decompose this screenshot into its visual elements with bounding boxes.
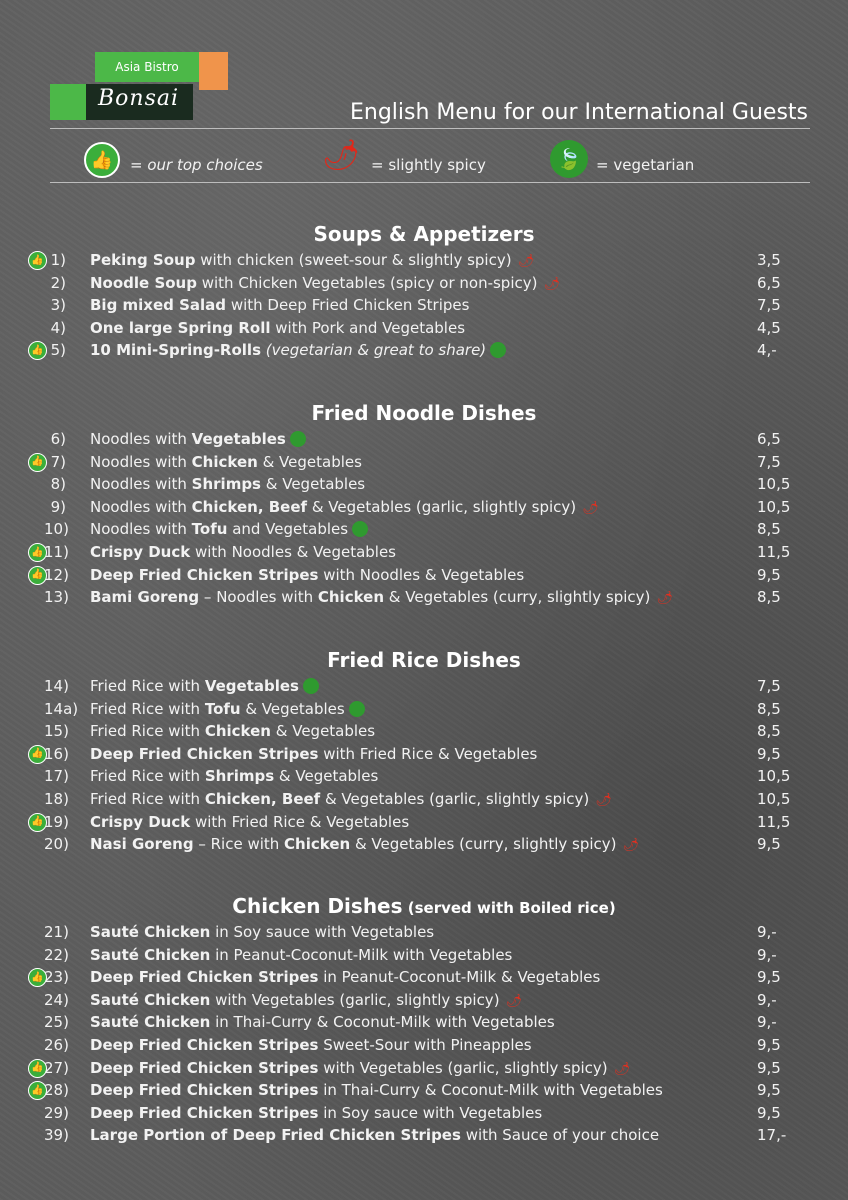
leaf-icon [490, 342, 506, 358]
logo-line-1: Asia Bistro [115, 60, 179, 74]
item-price: 8,5 [757, 722, 781, 741]
item-price: 9,5 [757, 835, 781, 854]
item-description: Crispy Duck with Fried Rice & Vegetables [90, 812, 410, 831]
item-number: 29) [44, 1103, 69, 1122]
item-number: 15) [44, 722, 69, 741]
item-description: Crispy Duck with Noodles & Vegetables [90, 543, 396, 561]
item-description: Nasi Goreng – Rice with Chicken & Vegetables (curry, slightly spicy) 🌶 [90, 833, 639, 857]
item-number: 1) [50, 251, 66, 269]
menu-item [0, 811, 848, 833]
item-price: 7,5 [757, 452, 781, 471]
menu-item [0, 339, 848, 361]
item-price: 9,5 [757, 1058, 781, 1077]
item-price: 8,5 [757, 520, 781, 539]
menu-item [0, 496, 848, 518]
item-number: 23) [44, 968, 69, 987]
chili-icon: 🌶 [595, 793, 612, 808]
item-number: 28) [44, 1081, 69, 1100]
thumbs-up-icon: 👍 [28, 566, 47, 585]
item-number: 4) [50, 318, 66, 337]
item-price: 9,5 [757, 744, 781, 763]
item-number: 8) [50, 475, 66, 494]
item-description: Fried Rice with Shrimps & Vegetables [90, 767, 379, 786]
item-number: 20) [44, 835, 69, 854]
menu-item [0, 1079, 848, 1101]
menu-item [0, 989, 848, 1011]
item-number: 26) [44, 1036, 69, 1054]
item-description: Fried Rice with Tofu & Vegetables [90, 698, 365, 720]
item-description: Bami Goreng – Noodles with Chicken & Vegetables (curry, slightly spicy) 🌶 [90, 586, 673, 610]
item-price: 9,5 [757, 968, 781, 987]
item-price: 10,5 [757, 497, 791, 516]
chili-icon: 🌶 [505, 993, 523, 1009]
item-price: 10,5 [757, 790, 791, 808]
item-price: 8,5 [757, 699, 781, 718]
bistro-logo [50, 52, 230, 122]
menu-item [0, 317, 848, 339]
legend-spicy-label: = slightly spicy [371, 156, 486, 174]
item-price: 9,- [757, 990, 777, 1009]
menu-item [0, 944, 848, 966]
menu-item [0, 249, 848, 271]
chili-icon: 🌶 [622, 838, 640, 854]
item-description: Large Portion of Deep Fried Chicken Stripes with Sauce of your choice [90, 1126, 660, 1145]
thumbs-up-icon: 👍 [28, 341, 47, 360]
item-description: Deep Fried Chicken Stripes Sweet-Sour with Pineapples [90, 1036, 532, 1054]
item-number: 11) [44, 543, 69, 561]
item-description: Sauté Chicken in Peanut-Coconut-Milk with Vegetables [90, 945, 513, 964]
item-number: 17) [44, 767, 69, 786]
item-number: 22) [44, 945, 69, 964]
legend-top-label: = our top choices [130, 156, 263, 174]
section-title: Soups & Appetizers [313, 222, 535, 246]
thumbs-up-icon: 👍 [28, 1059, 47, 1078]
item-price: 6,5 [757, 430, 781, 448]
item-price: 9,5 [757, 1081, 781, 1100]
item-number: 9) [50, 497, 66, 516]
menu-item [0, 473, 848, 495]
item-description: Sauté Chicken in Thai-Curry & Coconut-Milk with Vegetables [90, 1013, 555, 1032]
item-number: 21) [44, 923, 69, 941]
item-price: 8,5 [757, 588, 781, 607]
menu-item [0, 541, 848, 563]
item-description: Noodles with Chicken, Beef & Vegetables (garlic, slightly spicy) 🌶 [90, 496, 599, 520]
legend [0, 138, 848, 184]
item-description: Sauté Chicken with Vegetables (garlic, slightly spicy) 🌶 [90, 989, 522, 1013]
item-description: Peking Soup with chicken (sweet-sour & slightly spicy) 🌶 [90, 249, 534, 273]
item-number: 19) [44, 812, 69, 831]
item-description: Noodles with Chicken & Vegetables [90, 452, 362, 471]
menu-item [0, 698, 848, 720]
item-description: Deep Fried Chicken Stripes in Thai-Curry & Coconut-Milk with Vegetables [90, 1081, 663, 1100]
leaf-icon [290, 431, 306, 447]
logo-line-2: Bonsai [98, 86, 180, 111]
item-description: 10 Mini-Spring-Rolls (vegetarian & great to share) [90, 339, 506, 361]
item-number: 3) [50, 296, 66, 315]
menu-item [0, 518, 848, 540]
logo-orange-block [199, 52, 228, 90]
item-number: 5) [50, 341, 66, 360]
item-description: Deep Fried Chicken Stripes with Fried Rice & Vegetables [90, 744, 538, 763]
menu-item [0, 451, 848, 473]
thumbs-up-icon: 👍 [28, 813, 47, 832]
item-description: Sauté Chicken in Soy sauce with Vegetables [90, 923, 435, 941]
thumbs-up-icon: 👍 [28, 745, 47, 764]
leaf-icon [349, 701, 365, 717]
item-price: 9,- [757, 945, 777, 964]
item-number: 18) [44, 790, 69, 808]
page-subtitle: English Menu for our International Guests [350, 100, 808, 125]
item-description: Noodles with Tofu and Vegetables [90, 518, 368, 540]
top-divider [50, 128, 810, 129]
item-price: 7,5 [757, 677, 781, 695]
logo-green-block-left [50, 84, 86, 120]
thumbs-up-icon: 👍 [84, 142, 120, 178]
item-price: 7,5 [757, 296, 781, 315]
item-description: Deep Fried Chicken Stripes in Soy sauce with Vegetables [90, 1103, 543, 1122]
item-price: 9,5 [757, 1036, 781, 1054]
chili-icon: 🌶 [517, 254, 535, 269]
item-price: 9,5 [757, 1103, 781, 1122]
chili-icon: 🌶 [322, 138, 361, 173]
menu-item [0, 1057, 848, 1079]
item-description: Noodle Soup with Chicken Vegetables (spicy or non-spicy) 🌶 [90, 272, 560, 296]
item-number: 13) [44, 588, 69, 607]
item-price: 4,5 [757, 318, 781, 337]
item-price: 17,- [757, 1126, 787, 1145]
item-description: Big mixed Salad with Deep Fried Chicken Stripes [90, 296, 470, 315]
chili-icon: 🌶 [582, 500, 599, 516]
chili-icon: 🌶 [613, 1061, 631, 1077]
menu-item [0, 272, 848, 294]
menu-item [0, 428, 848, 450]
section-note: (served with Boiled rice) [402, 899, 616, 917]
item-description: Fried Rice with Chicken & Vegetables [90, 722, 376, 741]
legend-divider [50, 182, 810, 183]
item-description: Deep Fried Chicken Stripes with Noodles & Vegetables [90, 565, 525, 584]
item-price: 6,5 [757, 273, 781, 292]
menu-item [0, 1034, 848, 1056]
item-description: One large Spring Roll with Pork and Vegetables [90, 318, 466, 337]
menu-item [0, 1011, 848, 1033]
item-price: 9,- [757, 1013, 777, 1032]
item-description: Deep Fried Chicken Stripes in Peanut-Coconut-Milk & Vegetables [90, 968, 601, 987]
menu-item [0, 788, 848, 810]
menu-item [0, 833, 848, 855]
menu-item [0, 675, 848, 697]
item-number: 25) [44, 1013, 69, 1032]
item-number: 14) [44, 677, 69, 695]
item-description: Noodles with Shrimps & Vegetables [90, 475, 366, 494]
item-price: 10,5 [757, 475, 791, 494]
section-title: Fried Noodle Dishes [311, 401, 537, 425]
section-title: Chicken Dishes (served with Boiled rice) [232, 894, 616, 918]
item-price: 3,5 [757, 251, 781, 269]
item-description: Fried Rice with Chicken, Beef & Vegetables (garlic, slightly spicy) 🌶 [90, 788, 612, 812]
leaf-icon: 🍃 [550, 140, 588, 178]
menu-item [0, 720, 848, 742]
item-price: 9,- [757, 923, 777, 941]
chili-icon: 🌶 [543, 276, 560, 292]
item-price: 10,5 [757, 767, 791, 786]
leaf-icon [352, 521, 368, 537]
item-price: 4,- [757, 341, 777, 360]
thumbs-up-icon: 👍 [28, 1081, 47, 1100]
menu-item [0, 1124, 848, 1146]
item-number: 27) [44, 1058, 69, 1077]
item-number: 39) [44, 1126, 69, 1145]
thumbs-up-icon: 👍 [28, 251, 47, 270]
chili-icon: 🌶 [656, 591, 673, 607]
menu-item [0, 743, 848, 765]
item-price: 9,5 [757, 565, 781, 584]
item-price: 11,5 [757, 543, 791, 561]
item-description: Noodles with Vegetables [90, 428, 306, 450]
menu-item [0, 921, 848, 943]
menu-item [0, 564, 848, 586]
item-number: 7) [50, 452, 66, 471]
item-description: Deep Fried Chicken Stripes with Vegetables (garlic, slightly spicy) 🌶 [90, 1057, 630, 1081]
menu-item [0, 1102, 848, 1124]
item-number: 12) [44, 565, 69, 584]
item-number: 16) [44, 744, 69, 763]
section-title: Fried Rice Dishes [327, 648, 521, 672]
item-number: 6) [50, 430, 66, 448]
item-number: 14a) [44, 699, 79, 718]
item-number: 2) [50, 273, 66, 292]
item-number: 10) [44, 520, 69, 539]
legend-veg-label: = vegetarian [596, 156, 695, 174]
menu-item [0, 586, 848, 608]
leaf-icon [303, 678, 319, 694]
menu-item [0, 765, 848, 787]
item-description: Fried Rice with Vegetables [90, 675, 319, 697]
item-number: 24) [44, 990, 69, 1009]
thumbs-up-icon: 👍 [28, 968, 47, 987]
item-price: 11,5 [757, 812, 791, 831]
thumbs-up-icon: 👍 [28, 453, 47, 472]
menu-item [0, 294, 848, 316]
menu-item [0, 966, 848, 988]
thumbs-up-icon: 👍 [28, 543, 47, 562]
